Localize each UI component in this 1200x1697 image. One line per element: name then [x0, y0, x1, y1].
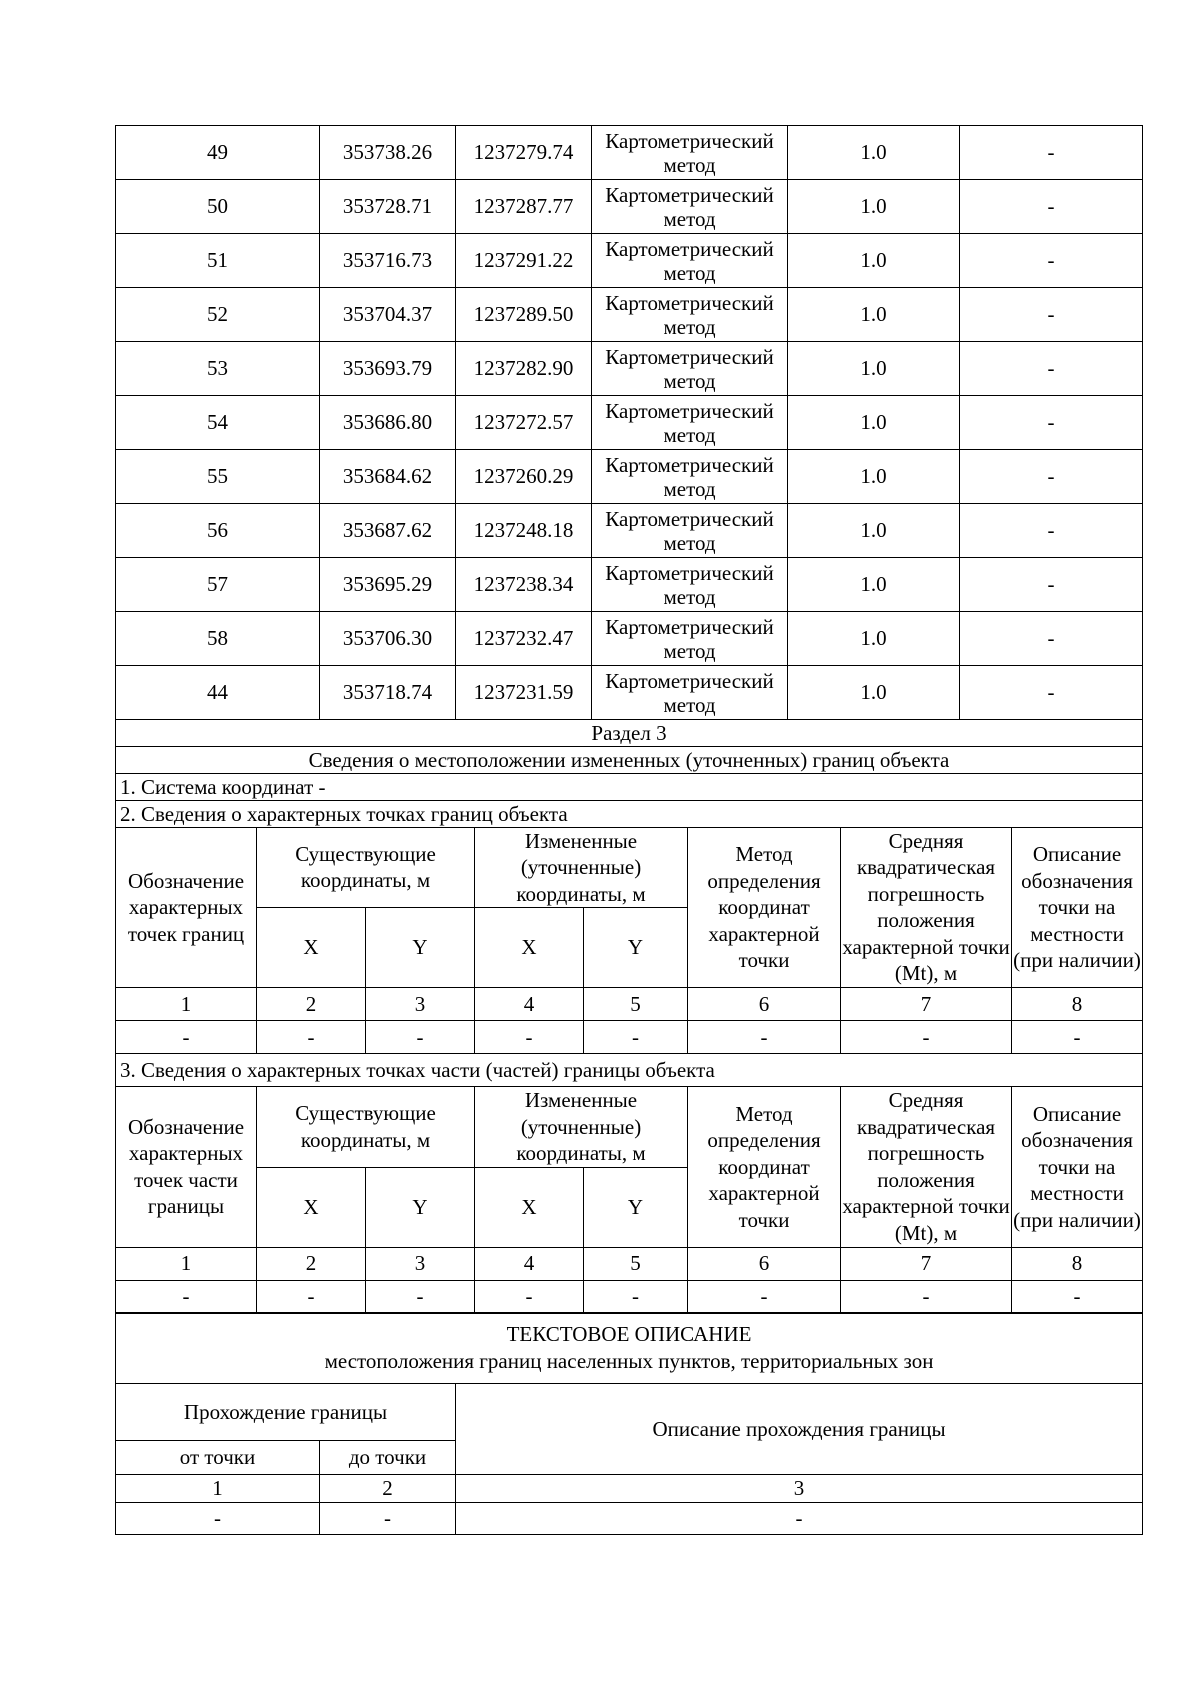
header-existing: Существующие координаты, м [257, 1087, 475, 1168]
point-x: 353728.71 [320, 180, 456, 234]
point-id: 52 [116, 288, 320, 342]
point-y: 1237289.50 [456, 288, 592, 342]
header-y: Y [366, 1167, 475, 1247]
point-mt: 1.0 [788, 558, 960, 612]
document-page [115, 125, 1142, 1535]
text-description-title: ТЕКСТОВОЕ ОПИСАНИЕ [506, 1322, 752, 1346]
points-subsection-title: 2. Сведения о характерных точках границ объекта [116, 801, 1143, 828]
empty-cell: - [688, 1021, 841, 1054]
col-number: 8 [1012, 988, 1143, 1021]
point-y: 1237272.57 [456, 396, 592, 450]
point-mt: 1.0 [788, 288, 960, 342]
point-mt: 1.0 [788, 396, 960, 450]
point-description: - [960, 450, 1143, 504]
point-mt: 1.0 [788, 666, 960, 720]
col-number: 6 [688, 988, 841, 1021]
header-passage-description: Описание прохождения границы [456, 1384, 1143, 1475]
col-number: 2 [257, 988, 366, 1021]
point-y: 1237260.29 [456, 450, 592, 504]
header-error: Средняя квадратическая погрешность положения характерной точки (Mt), м [841, 827, 1012, 988]
point-y: 1237279.74 [456, 126, 592, 180]
point-row [116, 450, 1143, 504]
point-row [116, 288, 1143, 342]
point-x: 353687.62 [320, 504, 456, 558]
point-y: 1237291.22 [456, 234, 592, 288]
point-method: Картометрический метод [592, 558, 788, 612]
point-mt: 1.0 [788, 180, 960, 234]
point-description: - [960, 342, 1143, 396]
point-method: Картометрический метод [592, 396, 788, 450]
empty-cell: - [320, 1503, 456, 1535]
header-error: Средняя квадратическая погрешность положения характерной точки (Mt), м [841, 1087, 1012, 1248]
point-mt: 1.0 [788, 234, 960, 288]
point-method: Картометрический метод [592, 288, 788, 342]
col-number: 4 [475, 988, 584, 1021]
point-x: 353706.30 [320, 612, 456, 666]
empty-cell: - [257, 1021, 366, 1054]
empty-cell: - [688, 1280, 841, 1313]
col-number: 7 [841, 988, 1012, 1021]
point-mt: 1.0 [788, 450, 960, 504]
point-x: 353718.74 [320, 666, 456, 720]
header-y: Y [366, 908, 475, 988]
point-description: - [960, 396, 1143, 450]
point-id: 56 [116, 504, 320, 558]
point-method: Картометрический метод [592, 612, 788, 666]
point-x: 353695.29 [320, 558, 456, 612]
empty-cell: - [584, 1021, 688, 1054]
point-row [116, 666, 1143, 720]
header-passage: Прохождение границы [116, 1384, 456, 1441]
point-x: 353686.80 [320, 396, 456, 450]
empty-cell: - [116, 1280, 257, 1313]
header-method: Метод определения координат характерной точки [688, 827, 841, 988]
header-x: X [257, 1167, 366, 1247]
point-mt: 1.0 [788, 504, 960, 558]
section-subtitle: Сведения о местоположении измененных (уточненных) границ объекта [116, 747, 1143, 774]
text-description-table [115, 1312, 1143, 1535]
coordinate-system: 1. Система координат - [116, 774, 1143, 801]
point-row [116, 234, 1143, 288]
empty-cell: - [366, 1280, 475, 1313]
col-number: 4 [475, 1247, 584, 1280]
header-y: Y [584, 1167, 688, 1247]
empty-cell: - [257, 1280, 366, 1313]
points-table [115, 125, 1143, 828]
point-id: 55 [116, 450, 320, 504]
point-y: 1237238.34 [456, 558, 592, 612]
point-row [116, 612, 1143, 666]
text-description-subtitle: местоположения границ населенных пунктов, территориальных зон [324, 1349, 934, 1373]
point-description: - [960, 288, 1143, 342]
col-number: 3 [456, 1475, 1143, 1503]
col-number: 1 [116, 1247, 257, 1280]
point-mt: 1.0 [788, 612, 960, 666]
col-number: 2 [257, 1247, 366, 1280]
point-row [116, 504, 1143, 558]
col-number: 8 [1012, 1247, 1143, 1280]
point-row [116, 342, 1143, 396]
col-number: 1 [116, 988, 257, 1021]
col-number: 6 [688, 1247, 841, 1280]
border-points-table [115, 827, 1143, 1314]
col-number: 2 [320, 1475, 456, 1503]
point-description: - [960, 234, 1143, 288]
empty-cell: - [841, 1021, 1012, 1054]
point-method: Картометрический метод [592, 450, 788, 504]
point-description: - [960, 126, 1143, 180]
point-y: 1237287.77 [456, 180, 592, 234]
point-row [116, 396, 1143, 450]
text-description-header [116, 1313, 1143, 1384]
point-method: Картометрический метод [592, 504, 788, 558]
col-number: 3 [366, 988, 475, 1021]
header-y: Y [584, 908, 688, 988]
point-method: Картометрический метод [592, 234, 788, 288]
empty-cell: - [366, 1021, 475, 1054]
point-description: - [960, 558, 1143, 612]
empty-cell: - [841, 1280, 1012, 1313]
point-x: 353704.37 [320, 288, 456, 342]
point-id: 51 [116, 234, 320, 288]
col-number: 5 [584, 988, 688, 1021]
empty-cell: - [475, 1280, 584, 1313]
header-x: X [475, 1167, 584, 1247]
point-x: 353684.62 [320, 450, 456, 504]
empty-cell: - [456, 1503, 1143, 1535]
point-mt: 1.0 [788, 342, 960, 396]
point-mt: 1.0 [788, 126, 960, 180]
point-description: - [960, 180, 1143, 234]
header-description: Описание обозначения точки на местности (при наличии) [1012, 827, 1143, 988]
header-to-point: до точки [320, 1441, 456, 1475]
point-method: Картометрический метод [592, 180, 788, 234]
point-method: Картометрический метод [592, 666, 788, 720]
point-row [116, 180, 1143, 234]
point-description: - [960, 666, 1143, 720]
header-method: Метод определения координат характерной точки [688, 1087, 841, 1248]
point-method: Картометрический метод [592, 126, 788, 180]
point-x: 353738.26 [320, 126, 456, 180]
point-id: 53 [116, 342, 320, 396]
header-changed: Измененные (уточненные) координаты, м [475, 1087, 688, 1168]
col-number: 3 [366, 1247, 475, 1280]
section-title: Раздел 3 [116, 720, 1143, 747]
point-row [116, 558, 1143, 612]
point-id: 49 [116, 126, 320, 180]
point-y: 1237231.59 [456, 666, 592, 720]
header-x: X [475, 908, 584, 988]
point-id: 50 [116, 180, 320, 234]
header-description: Описание обозначения точки на местности (при наличии) [1012, 1087, 1143, 1248]
point-method: Картометрический метод [592, 342, 788, 396]
point-x: 353716.73 [320, 234, 456, 288]
empty-cell: - [116, 1503, 320, 1535]
col-number: 1 [116, 1475, 320, 1503]
point-description: - [960, 612, 1143, 666]
point-y: 1237232.47 [456, 612, 592, 666]
empty-cell: - [1012, 1021, 1143, 1054]
point-row [116, 126, 1143, 180]
point-id: 57 [116, 558, 320, 612]
point-id: 44 [116, 666, 320, 720]
col-number: 7 [841, 1247, 1012, 1280]
point-id: 58 [116, 612, 320, 666]
parts-subsection-title: 3. Сведения о характерных точках части (частей) границы объекта [116, 1054, 1143, 1087]
empty-cell: - [116, 1021, 257, 1054]
header-existing: Существующие координаты, м [257, 827, 475, 908]
empty-cell: - [1012, 1280, 1143, 1313]
header-designation: Обозначение характерных точек части границы [116, 1087, 257, 1248]
header-from-point: от точки [116, 1441, 320, 1475]
point-x: 353693.79 [320, 342, 456, 396]
empty-cell: - [475, 1021, 584, 1054]
col-number: 5 [584, 1247, 688, 1280]
point-description: - [960, 504, 1143, 558]
point-id: 54 [116, 396, 320, 450]
header-changed: Измененные (уточненные) координаты, м [475, 827, 688, 908]
point-y: 1237248.18 [456, 504, 592, 558]
header-x: X [257, 908, 366, 988]
point-y: 1237282.90 [456, 342, 592, 396]
header-designation: Обозначение характерных точек границ [116, 827, 257, 988]
empty-cell: - [584, 1280, 688, 1313]
